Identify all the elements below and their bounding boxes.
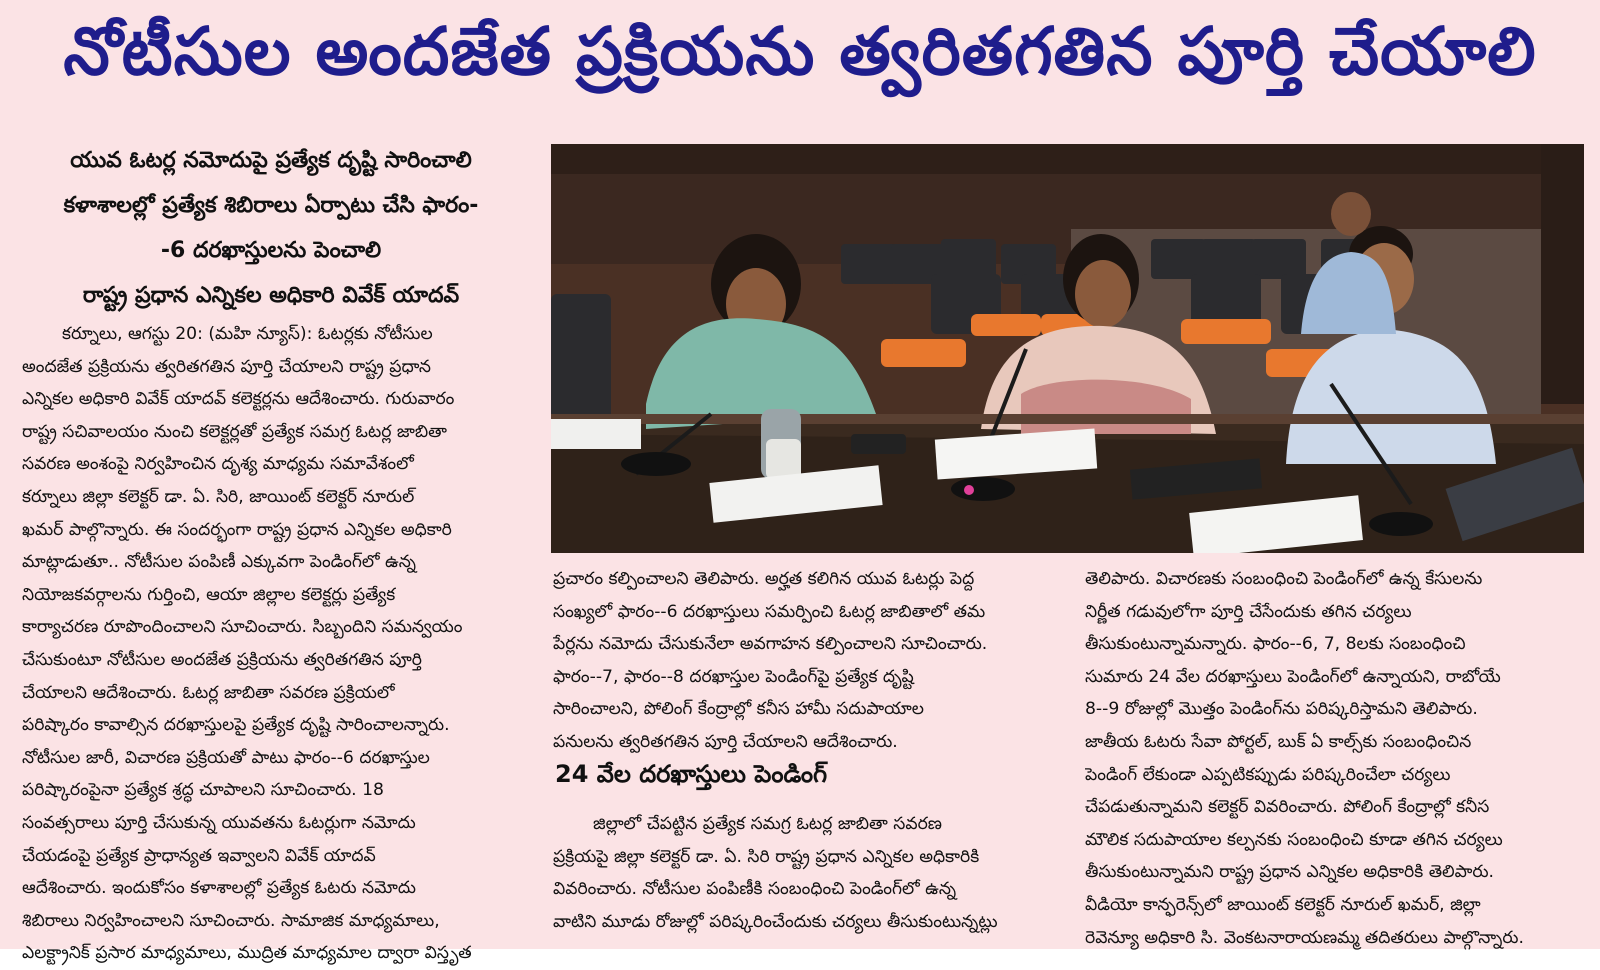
text-line: శిబిరాలు నిర్వహించాలని సూచించారు. సామాజిక మాధ్యమాలు, [22, 910, 440, 931]
text-line: నిర్ణీత గడువులోగా పూర్తి చేసేందుకు తగిన చర్యలు [1085, 601, 1412, 622]
text-line: తెలిపారు. విచారణకు సంబంధించి పెండింగ్‌లో ఉన్న కేసులను [1085, 569, 1483, 589]
text-line: వీడియో కాన్ఫరెన్స్‌లో జాయింట్ కలెక్టర్ నూరుల్ ఖమర్, జిల్లా [1085, 894, 1481, 915]
text-line: సారించాలని, పోలింగ్ కేంద్రాల్లో కనీస హామీ సదుపాయాల [553, 699, 924, 720]
article-column-2 [553, 563, 1036, 759]
text-line: ఎలక్ట్రానిక్ ప్రసార మాధ్యమాలు, ముద్రిత మాధ్యమాల ద్వారా విస్తృత [22, 943, 472, 964]
article-column-2-continued [553, 808, 1036, 938]
text-line: తీసుకుంటున్నామని రాష్ట్ర ప్రధాన ఎన్నికల అధికారికి తెలిపారు. [1085, 862, 1494, 883]
text-line: పేర్లను నమోదు చేసుకునేలా అవగాహన కల్పించాలని సూచించారు. [553, 634, 988, 655]
text-line: సంఖ్యలో ఫారం--6 దరఖాస్తులు సమర్పించి ఓటర్ల జాబితాలో తమ [553, 601, 986, 622]
text-line: కర్నూలు, ఆగస్టు 20: (మహి న్యూస్): ఓటర్లకు నోటీసుల [62, 324, 433, 344]
text-line: సవరణ అంశంపై నిర్వహించిన దృశ్య మాధ్యమ సమావేశంలో [22, 454, 414, 475]
text-line: తీసుకుంటున్నామన్నారు. ఫారం--6, 7, 8లకు సంబంధించి [1085, 634, 1466, 655]
article-column-1 [22, 318, 522, 970]
text-line: రెవెన్యూ అధికారి సి. వెంకటనారాయణమ్మ తదితరులు పాల్గొన్నారు. [1085, 927, 1524, 948]
text-line: మాట్లాడుతూ.. నోటీసుల పంపిణీ ఎక్కువగా పెండింగ్‌లో ఉన్న [22, 552, 416, 573]
headline [0, 0, 1600, 118]
text-line: సుమారు 24 వేల దరఖాస్తులు పెండింగ్‌లో ఉన్నాయని, రాబోయే [1085, 666, 1501, 687]
text-line: పనులను త్వరితగతిన పూర్తి చేయాలని ఆదేశించారు. [553, 731, 898, 752]
article-column-3 [1085, 563, 1580, 954]
text-line: జాతీయ ఓటరు సేవా పోర్టల్, బుక్ ఏ కాల్స్‌కు సంబంధించిన [1085, 731, 1472, 752]
text-line: నోటీసుల జారీ, విచారణ ప్రక్రియతో పాటు ఫారం--6 దరఖాస్తుల [22, 747, 430, 768]
text-line: చేసుకుంటూ నోటీసుల అందజేత ప్రక్రియను త్వరితగతిన పూర్తి [22, 649, 422, 670]
text-line: ఆదేశించారు. ఇందుకోసం కళాశాలల్లో ప్రత్యేక ఓటరు నమోదు [22, 878, 416, 899]
text-line: చేయడంపై ప్రత్యేక ప్రాధాన్యత ఇవ్వాలని వివేక్ యాదవ్ [22, 845, 376, 866]
subheading: కళాశాలల్లో ప్రత్యేక శిబిరాలు ఏర్పాటు చేసి ఫారం- [63, 193, 479, 218]
meeting-photo [551, 144, 1584, 553]
subheading: రాష్ట్ర ప్రధాన ఎన్నికల అధికారి వివేక్ యాదవ్ [82, 283, 460, 308]
text-line: ఎన్నికల అధికారి వివేక్ యాదవ్ కలెక్టర్లను ఆదేశించారు. గురువారం [22, 389, 455, 410]
text-line: చేయాలని ఆదేశించారు. ఓటర్ల జాబితా సవరణ ప్రక్రియలో [22, 682, 395, 703]
text-line: రాష్ట్ర సచివాలయం నుంచి కలెక్టర్లతో ప్రత్యేక సమగ్ర ఓటర్ల జాబితా [22, 421, 447, 442]
text-line: సంవత్సరాలు పూర్తి చేసుకున్న యువతను ఓటర్లుగా నమోదు [22, 812, 416, 833]
text-line: పెండింగ్ లేకుండా ఎప్పటికప్పుడు పరిష్కరించేలా చర్యలు [1085, 764, 1451, 785]
text-line: మౌలిక సదుపాయాల కల్పనకు సంబంధించి కూడా తగిన చర్యలు [1085, 829, 1503, 850]
text-line: వివరించారు. నోటీసుల పంపిణీకి సంబంధించి పెండింగ్‌లో ఉన్న [553, 879, 957, 900]
text-line: ఖమర్ పాల్గొన్నారు. ఈ సందర్భంగా రాష్ట్ర ప్రధాన ఎన్నికల అధికారి [22, 519, 452, 540]
text-line: జిల్లాలో చేపట్టిన ప్రత్యేక సమగ్ర ఓటర్ల జాబితా సవరణ [593, 814, 942, 834]
text-line: చేపడుతున్నామని కలెక్టర్ వివరించారు. పోలింగ్ కేంద్రాల్లో కనీస [1085, 797, 1490, 818]
text-line: పరిష్కారంపైనా ప్రత్యేక శ్రద్ధ చూపాలని సూచించారు. 18 [22, 780, 384, 801]
meeting-photo-illustration [551, 144, 1584, 553]
crosshead: 24 వేల దరఖాస్తులు పెండింగ్ [555, 760, 828, 788]
text-line: ఫారం--7, ఫారం--8 దరఖాస్తుల పెండింగ్‌పై ప్రత్యేక దృష్టి [553, 666, 914, 687]
text-line: అందజేత ప్రక్రియను త్వరితగతిన పూర్తి చేయాలని రాష్ట్ర ప్రధాన [22, 356, 431, 377]
text-line: పరిష్కారం కావాల్సిన దరఖాస్తులపై ప్రత్యేక దృష్టి సారించాలన్నారు. [22, 715, 450, 736]
text-line: నియోజకవర్గాలను గుర్తించి, ఆయా జిల్లాల కలెక్టర్లు ప్రత్యేక [22, 584, 396, 605]
text-line: కర్నూలు జిల్లా కలెక్టర్ డా. ఏ. సిరి, జాయింట్ కలెక్టర్ నూరుల్ [22, 486, 415, 507]
text-line: వాటిని మూడు రోజుల్లో పరిష్కరించేందుకు చర్యలు తీసుకుంటున్నట్లు [553, 911, 998, 932]
subheading: యువ ఓటర్ల నమోదుపై ప్రత్యేక దృష్టి సారించాలి [70, 148, 472, 173]
text-line: కార్యాచరణ రూపొందించాలని సూచించారు. సిబ్బందిని సమన్వయం [22, 617, 463, 638]
text-line: ప్రచారం కల్పించాలని తెలిపారు. అర్హత కలిగిన యువ ఓటర్లు పెద్ద [553, 569, 975, 589]
headline-text: నోటీసుల అందజేత ప్రక్రియను త్వరితగతిన పూర్తి చేయాలి [63, 12, 1537, 90]
text-line: 8--9 రోజుల్లో మొత్తం పెండింగ్‌ను పరిష్కరిస్తామని తెలిపారు. [1085, 699, 1478, 720]
subheading: -6 దరఖాస్తులను పెంచాలి [160, 238, 382, 263]
subheadings [22, 138, 520, 318]
text-line: ప్రక్రియపై జిల్లా కలెక్టర్ డా. ఏ. సిరి రాష్ట్ర ప్రధాన ఎన్నికల అధికారికి [553, 846, 980, 867]
